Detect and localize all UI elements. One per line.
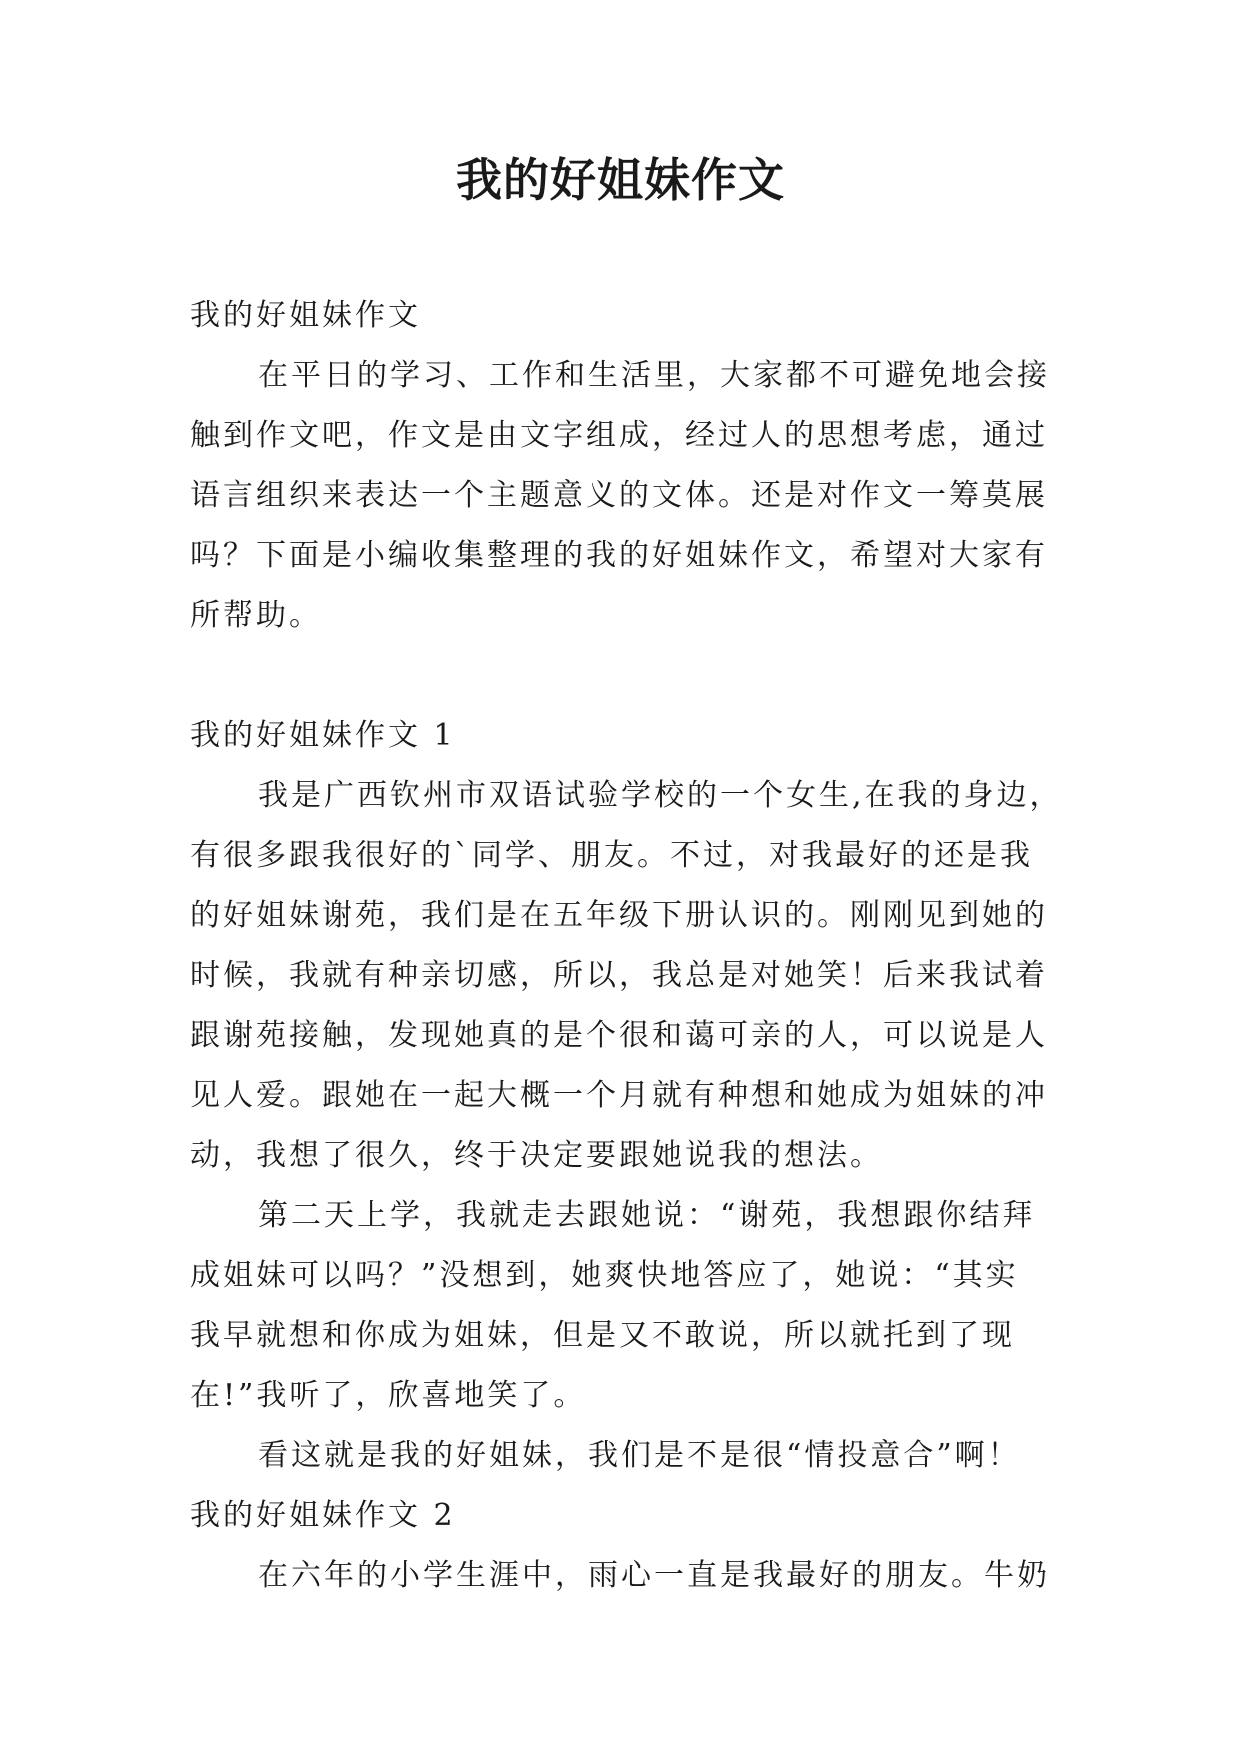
document-title: 我的好姐妹作文 — [456, 153, 785, 207]
document-body — [190, 286, 1063, 1606]
paragraph-line: 在!”我听了，欣喜地笑了。 — [190, 1378, 587, 1413]
paragraph-line: 语言组织来表达一个主题意义的文体。还是对作文一筹莫展 — [190, 478, 1048, 513]
paragraph-line: 见人爱。跟她在一起大概一个月就有种想和她成为姐妹的冲 — [190, 1078, 1048, 1113]
paragraph-line: 第二天上学，我就走去跟她说：“谢苑，我想跟你结拜 — [258, 1198, 1036, 1233]
paragraph-line: 动，我想了很久，终于决定要跟她说我的想法。 — [190, 1138, 883, 1173]
paragraph-line: 成姐妹可以吗？”没想到，她爽快地答应了，她说：“其实 — [190, 1258, 1019, 1293]
section-heading: 我的好姐妹作文 — [190, 298, 421, 333]
paragraph-gap — [190, 646, 1050, 706]
paragraph-line: 在六年的小学生涯中，雨心一直是我最好的朋友。牛奶 — [258, 1558, 1050, 1593]
paragraph-line: 跟谢苑接触，发现她真的是个很和蔼可亲的人，可以说是人 — [190, 1018, 1048, 1053]
section-heading: 我的好姐妹作文 2 — [190, 1498, 456, 1533]
paragraph-line: 所帮助。 — [190, 598, 322, 633]
paragraph-line: 看这就是我的好姐妹，我们是不是很“情投意合”啊！ — [258, 1438, 1021, 1473]
paragraph-line: 我是广西钦州市双语试验学校的一个女生,在我的身边， — [258, 778, 1063, 813]
section-heading: 我的好姐妹作文 1 — [190, 718, 456, 753]
paragraph-line: 触到作文吧，作文是由文字组成，经过人的思想考虑，通过 — [190, 418, 1048, 453]
paragraph-line: 在平日的学习、工作和生活里，大家都不可避免地会接 — [258, 358, 1050, 393]
paragraph-line: 的好姐妹谢苑，我们是在五年级下册认识的。刚刚见到她的 — [190, 898, 1048, 933]
paragraph-line: 吗？下面是小编收集整理的我的好姐妹作文，希望对大家有 — [190, 538, 1048, 573]
paragraph-line: 有很多跟我很好的`同学、朋友。不过，对我最好的还是我 — [190, 838, 1033, 873]
paragraph-line: 时候，我就有种亲切感，所以，我总是对她笑！后来我试着 — [190, 958, 1048, 993]
paragraph-line: 我早就想和你成为姐妹，但是又不敢说，所以就托到了现 — [190, 1318, 1015, 1353]
